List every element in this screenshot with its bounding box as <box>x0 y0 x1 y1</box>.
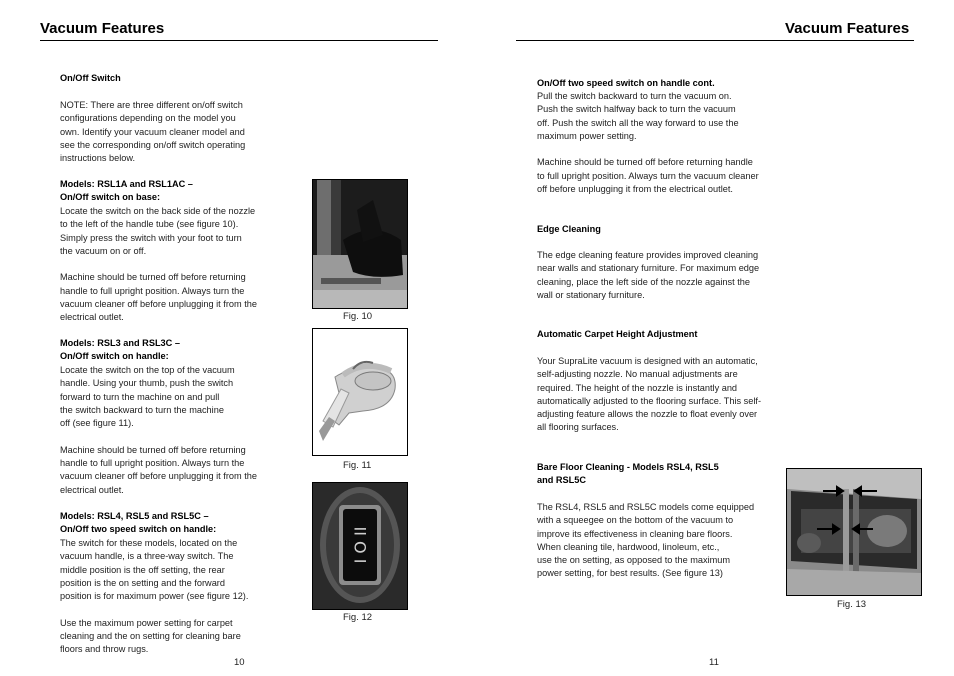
onoff-note: NOTE: There are three different on/off switch configurations depending on the model you own. Identify your vacuum cleaner model and see the corresponding on/off switch operating instructions below. <box>60 100 246 164</box>
right-page-number: 11 <box>709 657 719 668</box>
left-page-number: 10 <box>234 657 245 668</box>
edge-body: The edge cleaning feature provides improved cleaning near walls and stationary furniture. For maximum edge cleaning, place the left side of the nozzle against the wall or stationary furniture. <box>537 250 760 300</box>
left-title-rule <box>40 40 438 41</box>
fig10-caption: Fig. 10 <box>343 311 373 322</box>
hand-on-handle-switch-photo <box>312 328 408 456</box>
left-page-title: Vacuum Features <box>40 20 165 37</box>
model3-body: The switch for these models, located on the vacuum handle, is a three-way switch. The middle position is the off setting, the rear position is the on setting and the forward position is for maximum power (see figure 12). Use the maximum power setting for carpet cleaning and the on setting for cleaning bare floors and throw rugs. <box>60 538 249 655</box>
right-title-rule <box>516 40 914 41</box>
rocker-switch-photo <box>312 482 408 610</box>
bare-title: Bare Floor Cleaning - Models RSL4, RSL5 and RSL5C <box>537 462 719 486</box>
bare-body: The RSL4, RSL5 and RSL5C models come equipped with a squeegee on the bottom of the vacuum to improve its effectiveness in cleaning bare floors. When cleaning tile, hardwood, linoleum, etc., use the on setting, as opposed to the maximum power setting, for best results. (See figure 13) <box>537 502 755 579</box>
onoff-heading: On/Off Switch <box>60 73 121 83</box>
cont-title: On/Off two speed switch on handle cont. <box>537 78 715 88</box>
carpet-title: Automatic Carpet Height Adjustment <box>537 329 698 339</box>
fig12-caption: Fig. 12 <box>343 612 373 623</box>
svg-text:I O II: I O II <box>351 526 370 564</box>
vacuum-base-foot-switch-photo <box>312 179 408 309</box>
edge-title: Edge Cleaning <box>537 224 601 234</box>
fig11-caption: Fig. 11 <box>343 460 372 471</box>
right-page-title: Vacuum Features <box>785 20 910 37</box>
fig13-caption: Fig. 13 <box>837 599 867 610</box>
model2-body: Locate the switch on the top of the vacuum handle. Using your thumb, push the switch forward to turn the machine on and pull the switch backward to turn the machine off (see figure 11). Machine should be turned off before returning handle to full upright position. Always turn the vacuum cleaner off before unplugging it from the electrical outlet. <box>60 365 257 495</box>
model1-title: Models: RSL1A and RSL1AC – On/Off switch on base: <box>60 179 193 203</box>
model1-body: Locate the switch on the back side of the nozzle to the left of the handle tube (see figure 10). Simply press the switch with your foot to turn the vacuum on or off. Machine should be turned off before returning handle to full upright position. Always turn the vacuum cleaner off before unplugging it from the electrical outlet. <box>60 206 257 323</box>
model3-title: Models: RSL4, RSL5 and RSL5C – On/Off two speed switch on handle: <box>60 511 217 535</box>
cont-body: Pull the switch backward to turn the vacuum on. Push the switch halfway back to turn the vacuum off. Push the switch all the way forward to use the maximum power setting. Machine should be turned off before returning handle to full upright position. Always turn the vacuum cleaner off before unplugging it from the electrical outlet. <box>537 91 759 195</box>
carpet-body: Your SupraLite vacuum is designed with an automatic, self-adjusting nozzle. No manual adjustments are required. The height of the nozzle is instantly and automatically adjusted to the flooring surface. This self- adjusting feature allows the nozzle to float evenly over all flooring surfaces. <box>537 356 762 433</box>
model2-title: Models: RSL3 and RSL3C – On/Off switch on handle: <box>60 338 180 362</box>
nozzle-squeegee-arrows-photo <box>786 468 922 596</box>
